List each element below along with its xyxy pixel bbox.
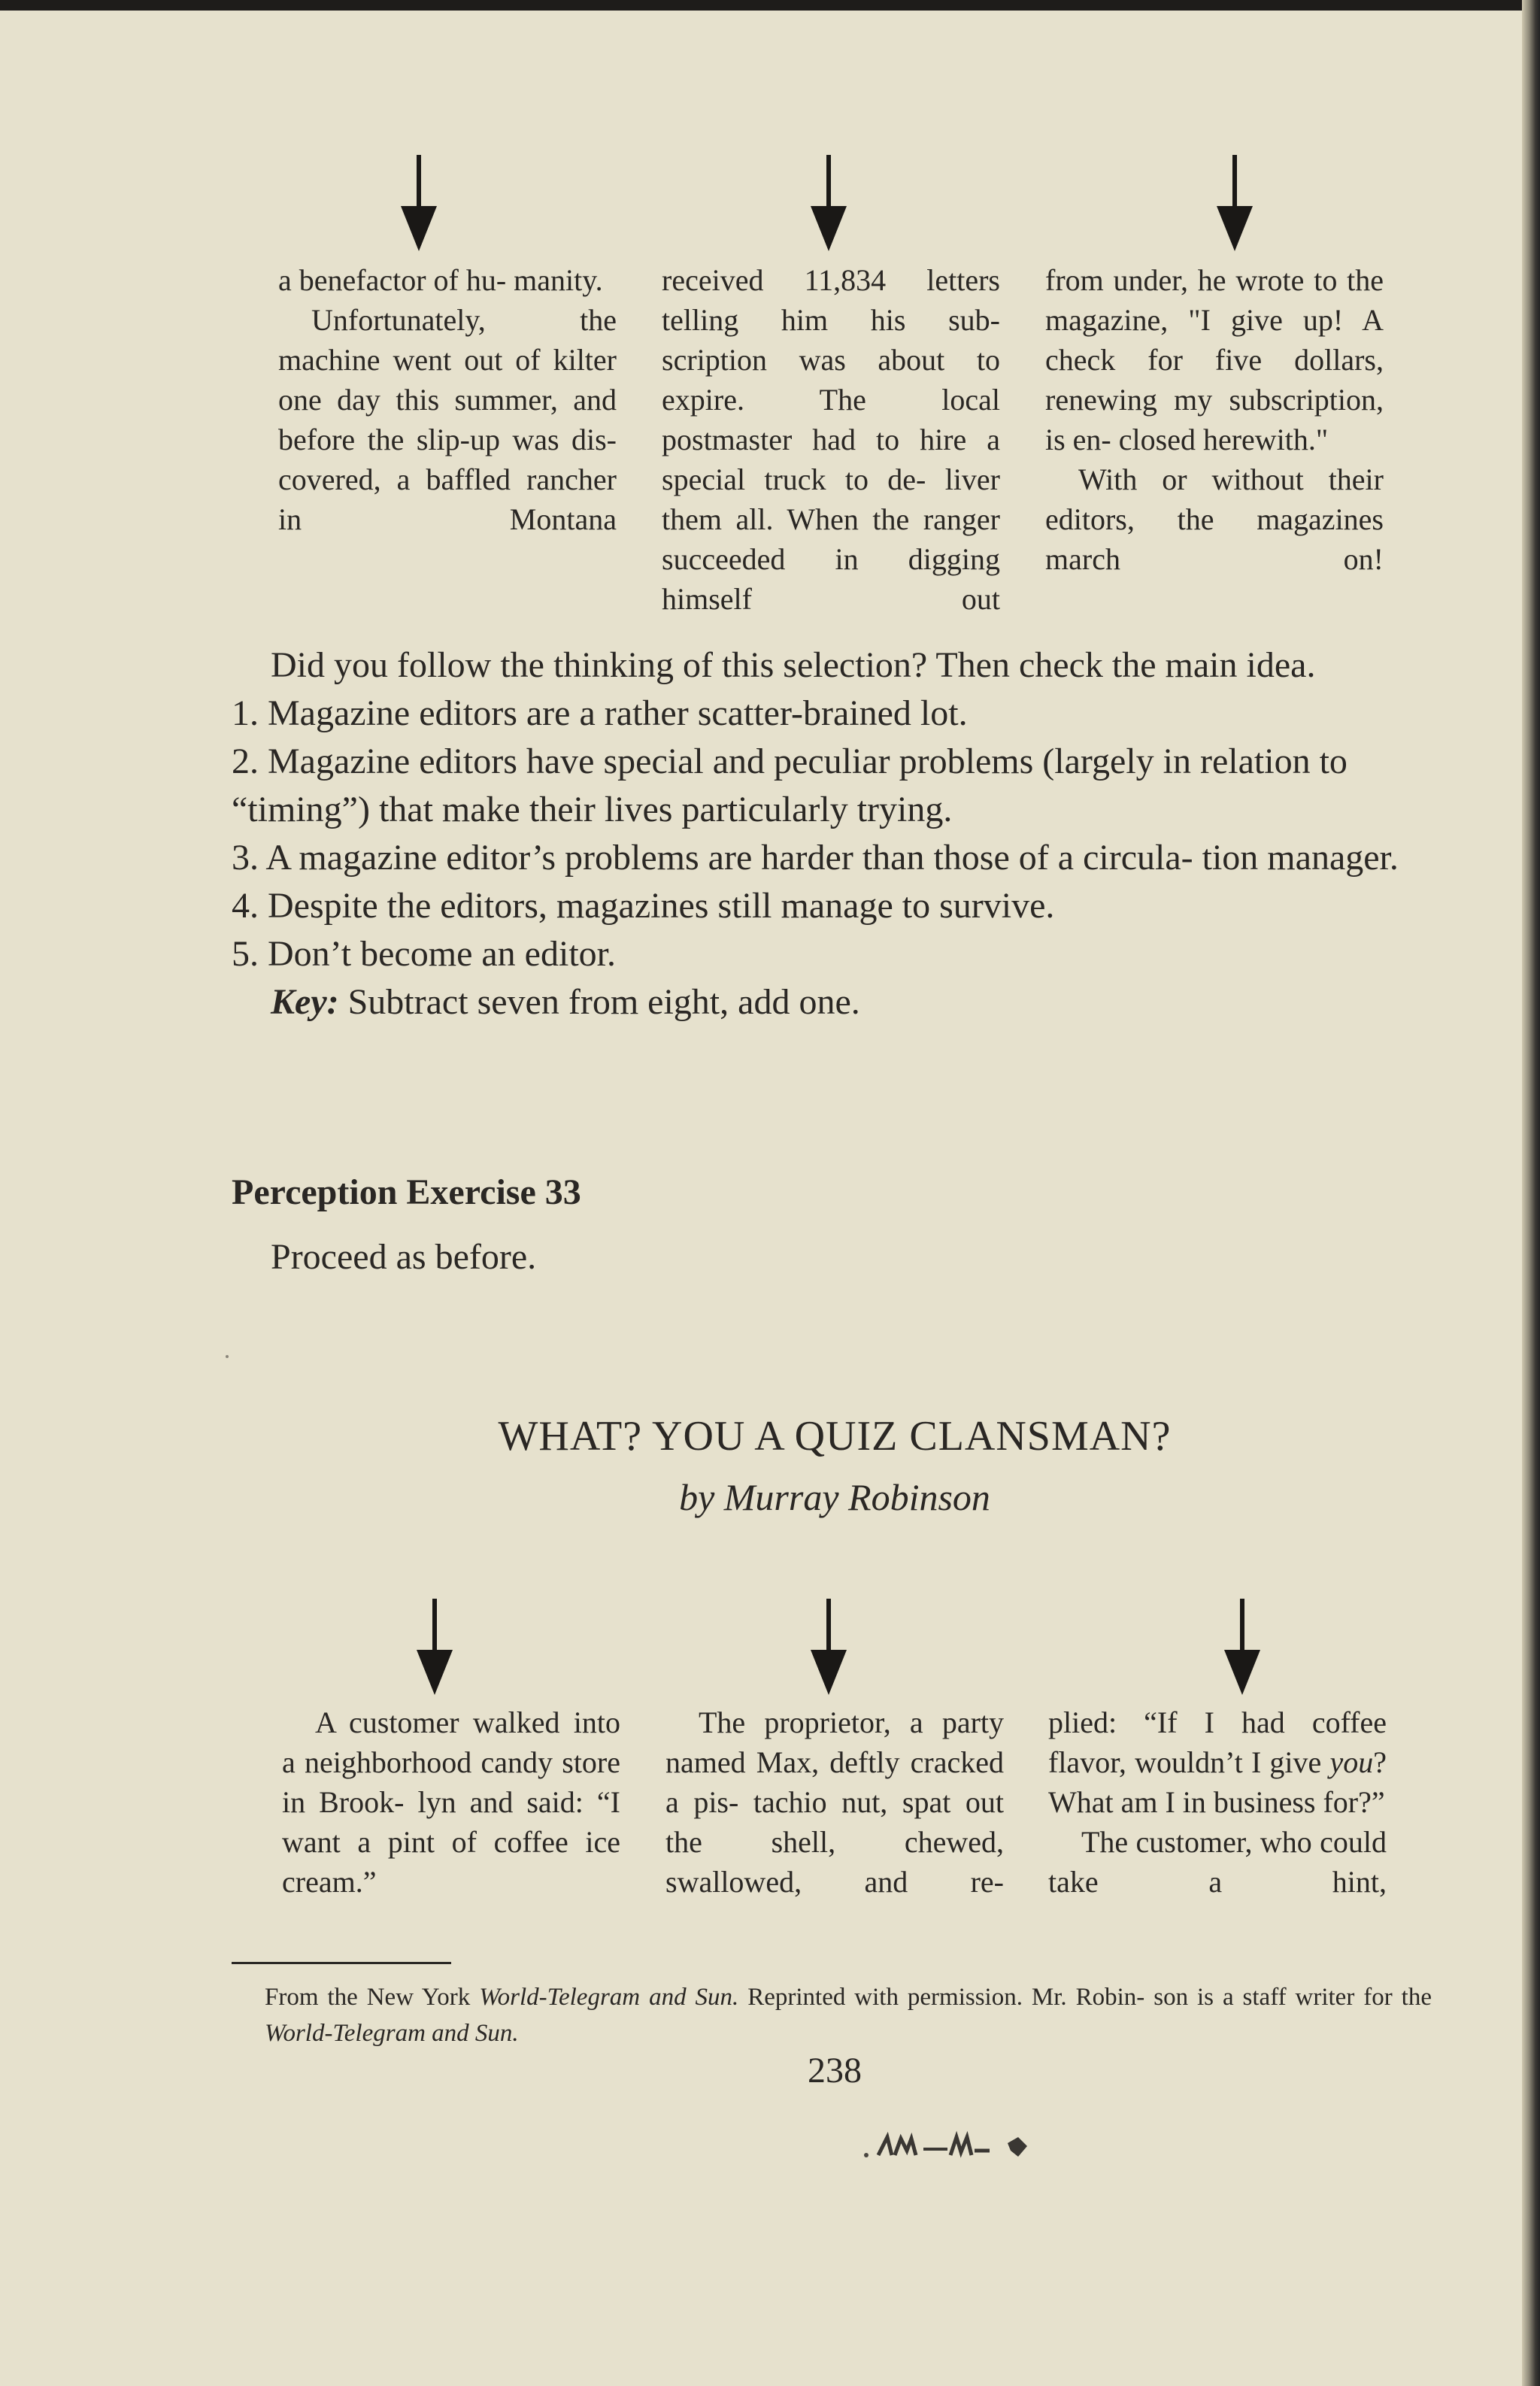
bottom-column-1 <box>282 1702 620 1902</box>
down-arrow-icon <box>1212 155 1257 253</box>
footnote-text <box>265 1979 1432 2051</box>
footnote-rule <box>232 1962 451 1964</box>
quiz-option: 1. Magazine editors are a rather scatter-brained lot. <box>232 693 968 733</box>
library-stamp <box>857 2121 1060 2166</box>
publication-name: World-Telegram and Sun. <box>265 2020 519 2047</box>
emphasis: you <box>1329 1745 1374 1779</box>
text-span: plied: “If I had coffee flavor, wouldn’t I give <box>1048 1705 1387 1779</box>
down-arrow-icon <box>412 1599 457 1696</box>
key-text: Subtract seven from eight, add one. <box>347 982 860 1022</box>
quiz-option: 2. Magazine editors have special and peculiar problems (largely in relation to “timing”) that make their lives particularly trying. <box>232 741 1348 829</box>
down-arrow-icon <box>806 155 851 253</box>
exercise-instruction: Proceed as before. <box>271 1237 537 1277</box>
page-binding-edge <box>1522 0 1540 2386</box>
article-byline: by Murray Robinson <box>679 1476 990 1518</box>
top-column-1 <box>278 260 617 539</box>
scan-speck <box>226 1355 229 1358</box>
paragraph: received 11,834 letters telling him his sub- scription was about to expire. The local postmaster had to hire a special truck to de- liver them all. When the ranger succeeded in digging himself out <box>662 263 1000 616</box>
scan-top-edge <box>0 0 1540 11</box>
paragraph: With or without their editors, the magazines march on! <box>1045 462 1384 576</box>
paragraph: from under, he wrote to the magazine, "I give up! A check for five dollars, renewing my subscription, is en- closed herewith." <box>1045 263 1384 456</box>
quiz <box>232 641 1432 1026</box>
publication-name: World-Telegram and Sun. <box>479 1984 739 2011</box>
paragraph <box>1048 1702 1387 1822</box>
text-span: From the New York <box>265 1984 480 2011</box>
quiz-intro: Did you follow the thinking of this selection? Then check the main idea. <box>271 645 1316 685</box>
down-arrow-icon <box>1220 1599 1265 1696</box>
text-span: ? What am I in business for?” <box>1048 1745 1387 1819</box>
paragraph: a benefactor of hu- manity. <box>278 263 603 297</box>
footnote <box>265 1979 1432 2051</box>
paragraph: A customer walked into a neighborhood candy store in Brook- lyn and said: “I want a pint of coffee ice cream.” <box>282 1705 620 1899</box>
bottom-column-3 <box>1048 1702 1387 1902</box>
quiz-option: 5. Don’t become an editor. <box>232 934 616 974</box>
paragraph: The proprietor, a party named Max, deftly cracked a pis- tachio nut, spat out the shell, chewed, swallowed, and re- <box>665 1705 1004 1899</box>
paragraph: The customer, who could take a hint, <box>1048 1825 1387 1899</box>
down-arrow-icon <box>396 155 441 253</box>
bottom-column-2 <box>665 1702 1004 1902</box>
quiz-key <box>232 978 1432 1026</box>
quiz-option: 4. Despite the editors, magazines still manage to survive. <box>232 886 1055 926</box>
down-arrow-icon <box>806 1599 851 1696</box>
paragraph: Unfortunately, the machine went out of kilter one day this summer, and before the slip-up was dis- covered, a baffled rancher in Montana <box>278 303 617 536</box>
article-title: WHAT? YOU A QUIZ CLANSMAN? <box>498 1413 1172 1460</box>
key-label: Key: <box>271 982 339 1022</box>
top-column-3 <box>1045 260 1384 579</box>
top-column-2 <box>662 260 1000 619</box>
exercise-heading: Perception Exercise 33 <box>232 1172 581 1212</box>
page-number: 238 <box>808 2051 862 2090</box>
quiz-option: 3. A magazine editor’s problems are harder than those of a circula- tion manager. <box>232 838 1399 878</box>
text-span: Reprinted with permission. Mr. Robin- son is a staff writer for the <box>738 1984 1432 2011</box>
